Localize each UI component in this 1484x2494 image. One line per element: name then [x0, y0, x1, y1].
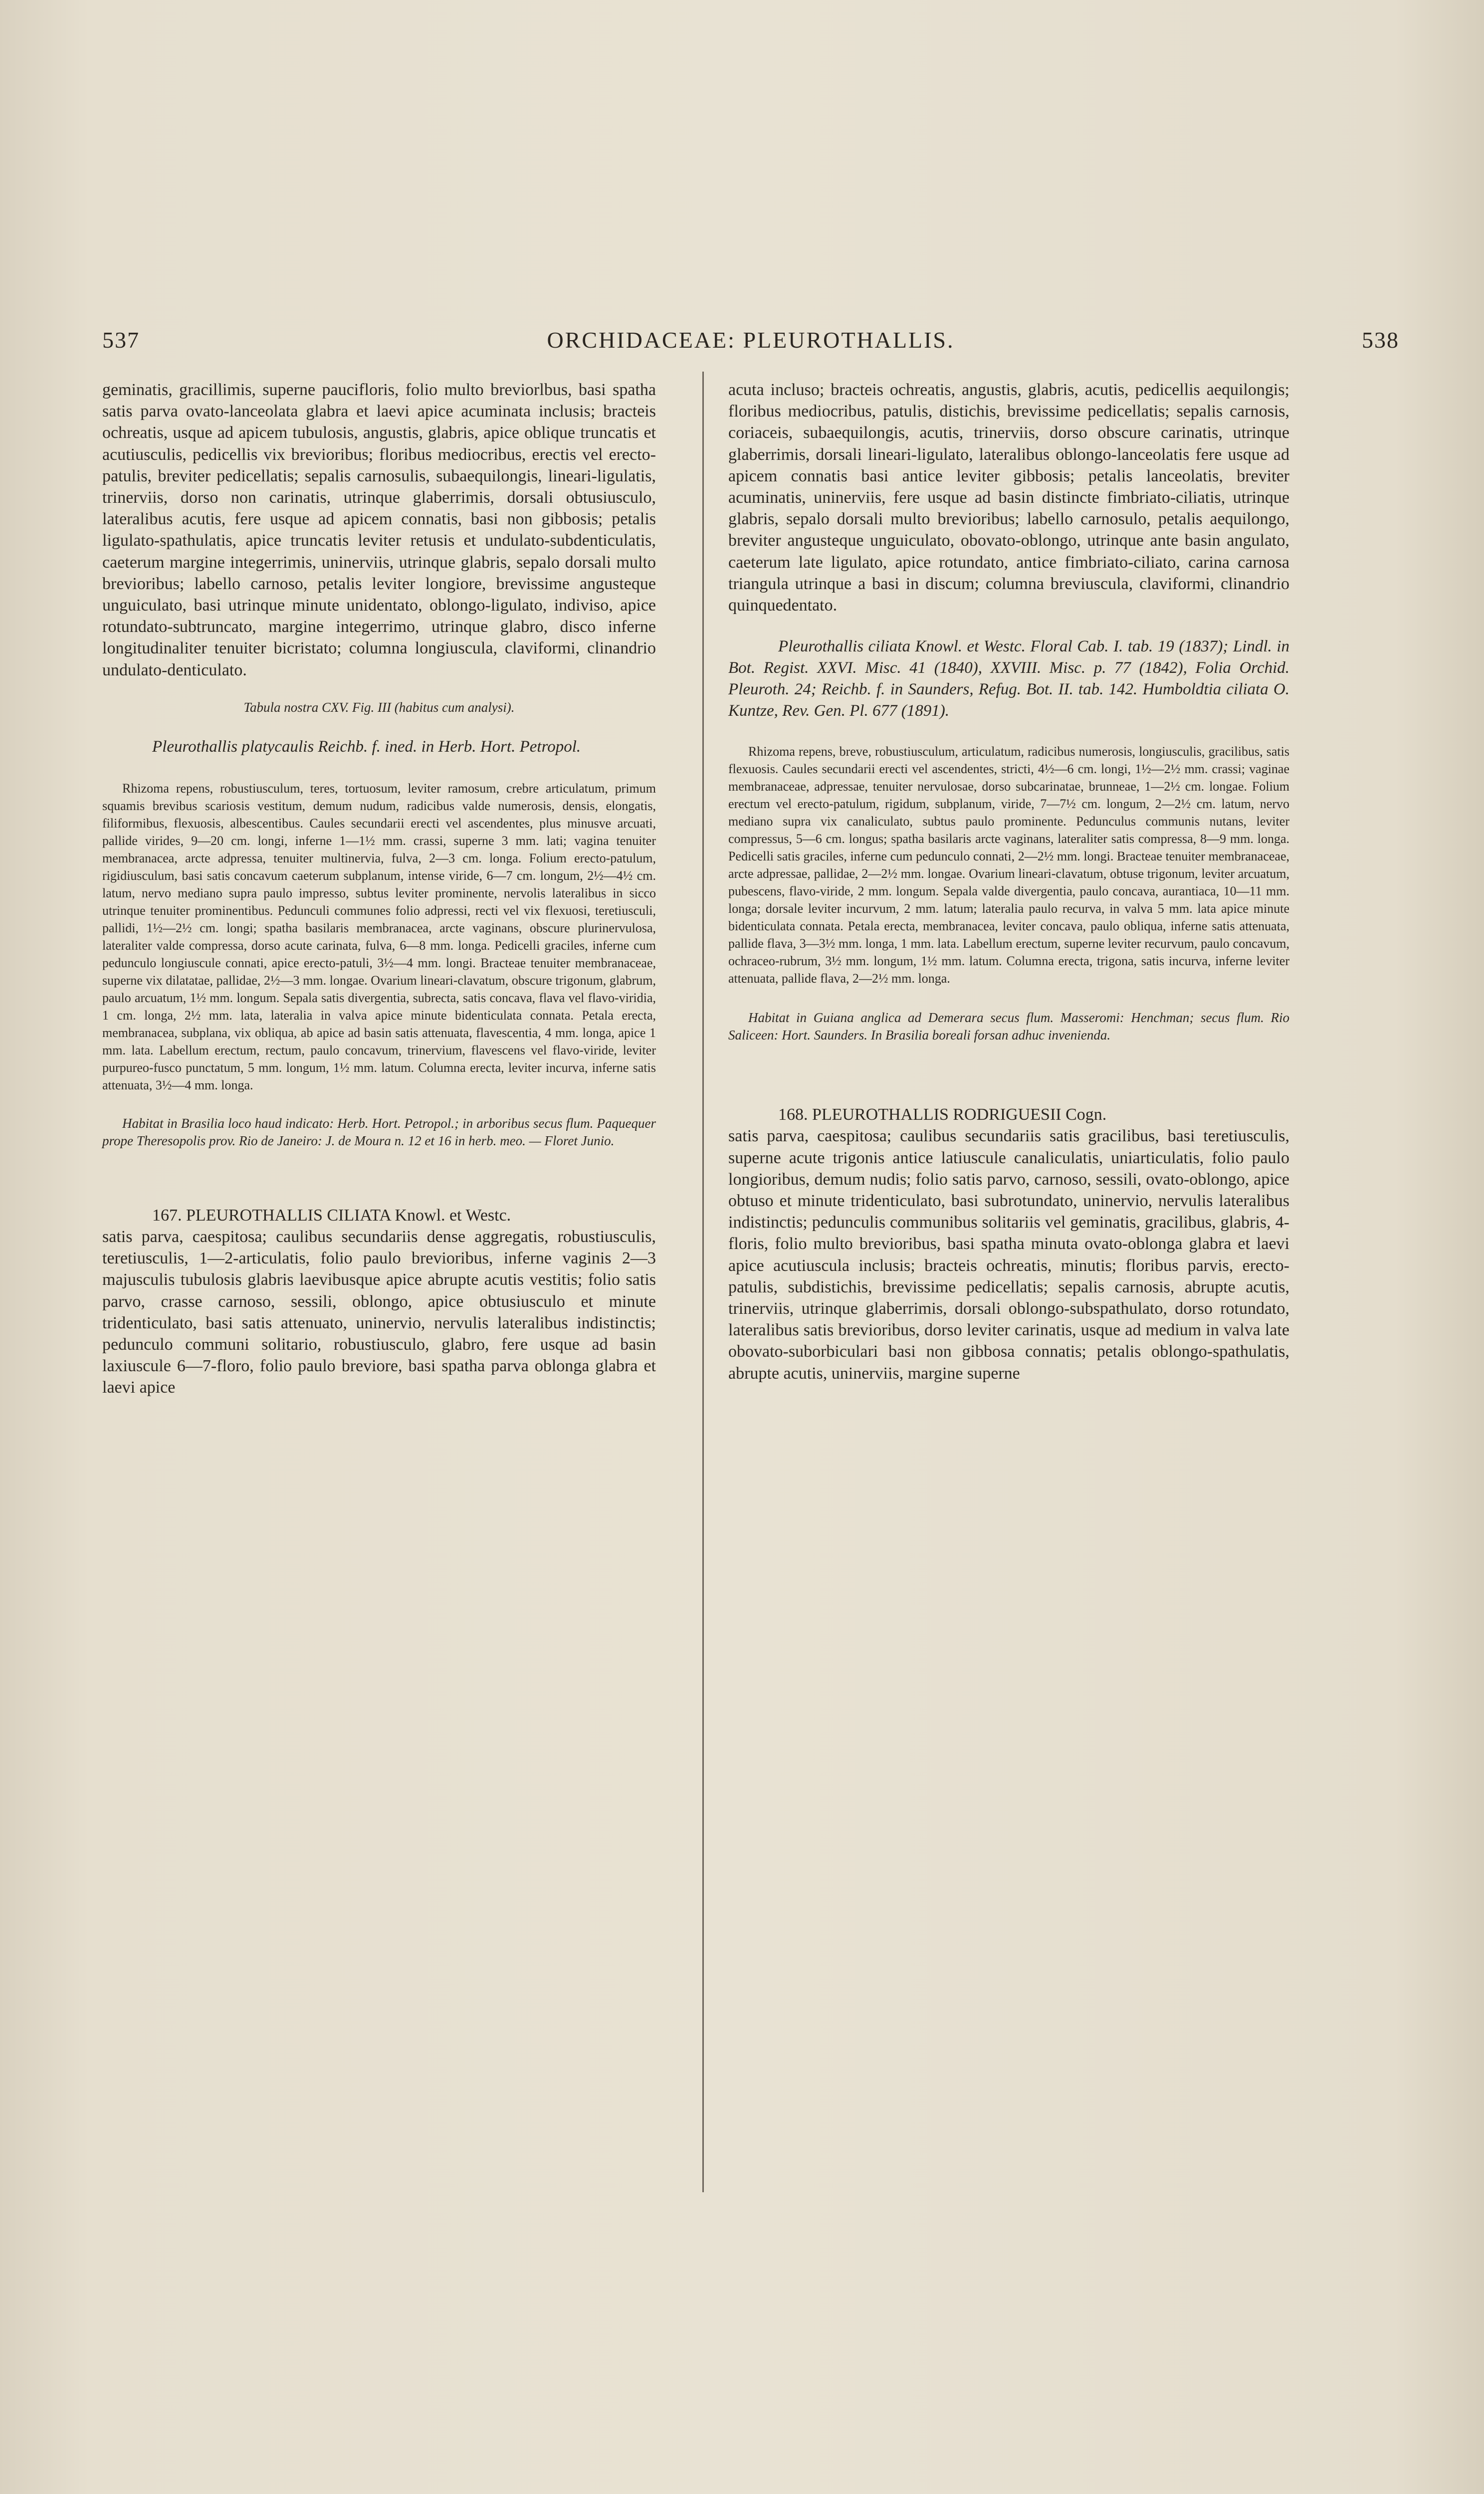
right-habitat: Habitat in Guiana anglica ad Demerara secus flum. Masseromi: Henchman; secus flum. Rio Saliceen: Hort. Saunders. In Brasilia boreali forsan adhuc invenienda. — [728, 1010, 1289, 1043]
page-number-right: 538 — [1362, 327, 1399, 353]
left-habitat: Habitat in Brasilia loco haud indicato: Herb. Hort. Petropol.; in arboribus secus flum. Paquequer prope Theresopolis prov. Rio de Janeiro: J. de Moura n. 12 et 16 in herb. meo. — Floret Junio. — [102, 1115, 656, 1148]
right-description-continued: acuta incluso; bracteis ochreatis, angustis, glabris, acutis, pedicellis aequilongis; floribus mediocribus, patulis, distichis, brevissime pedicellatis; sepalis carnosis, coriaceis, subaequilongis, acutis, trinerviis, dorso obscure carinatis, utrinque glaberrimis, dorsali lineari-ligulato, lateralibus oblongo-lanceolatis fere usque ad apicem connatis basi antice leviter gibbosis; petalis lanceolatis, breviter acuminatis, uninerviis, fere usque ad basin distincte fimbriato-ciliatis, utrinque glabris, sepalo dorsali multo brevioribus; labello carnosulo, petalis aequilongo, breviter angusteque unguiculato, obovato-oblongo, utrinque ante basin angulato, caeterum late ligulato, apice rotundato, antice fimbriato-ciliato, carina carnosa triangula utrinque a basi in discum; columna breviuscula, claviformi, clinandrio quinquedentato. — [728, 381, 1289, 615]
tabula-reference: Tabula nostra CXV. Fig. III (habitus cum analysi). — [243, 699, 515, 715]
species-167-description: satis parva, caespitosa; caulibus secundariis dense aggregatis, robustiusculis, teretiusculis, 1—2-articulatis, folio paulo brevioribus, inferne vaginis 2—3 majusculis tubulosis glabris laevibusque apice abrupte acutis vestitis; folio satis parvo, crasse carnoso, sessili, oblongo, apice obtusiusculo et minute tridenticulato, basi satis attenuato, uninervio, nervulis lateralibus indistinctis; pedunculo communi solitario, robustiusculo, glabro, fere usque ad basin laxiuscule 6—7-floro, folio paulo breviore, basi spatha parva oblonga glabra et laevi apice — [102, 1228, 656, 1397]
species-168-heading: 168. PLEUROTHALLIS RODRIGUESII Cogn. — [778, 1105, 1107, 1124]
species-167-heading: 167. PLEUROTHALLIS CILIATA Knowl. et Westc. — [152, 1206, 511, 1225]
left-detailed-description: Rhizoma repens, robustiusculum, teres, tortuosum, leviter ramosum, crebre articulatum, primum squamis brevibus scariosis vestitum, demum nudum, radicibus valde numerosis, densis, elongatis, filiformibus, flexuosis, albescentibus. Caules secundarii erecti vel ascendentes, plus minusve arcuati, pallide virides, 9—20 cm. longi, inferne 1—1½ mm. crassi, superne 3 mm. lati; vagina tenuiter membranacea, arcte adpressa, tenuiter multinervia, fulva, 2—3 cm. longa. Folium erecto-patulum, rigidiusculum, basi satis concavum caeterum subplanum, intense viride, 6—7 cm. longum, 2½—4½ cm. latum, nervo mediano supra paulo impresso, subtus leviter prominente, nervolis lateralibus in sicco utrinque tenuiter prominentibus. Pedunculi communes folio adpressi, recti vel vix flexuosi, teretiusculi, pallidi, 1½—2½ cm. longi; spatha basilaris membranacea, arcte vaginans, obscure plurinervulosa, lateraliter valde compressa, dorso acute carinata, fulva, 6—8 mm. longa. Pedicelli graciles, inferne cum pedunculo longiuscule connati, apice erecto-patuli, 3½—4 mm. longi. Bracteae tenuiter membranaceae, superne vix dilatatae, pallidae, 2½—3 mm. longae. Ovarium lineari-clavatum, obscure trigonum, glabrum, paulo arcuatum, 1½ mm. longum. Sepala satis divergentia, subrecta, satis concava, flava vel flavo-viridia, 1 cm. longa, 2½ mm. lata, lateralia in valva apice minute bidenticulata connata. Petala erecta, membranacea, subplana, vix obliqua, ab apice ad basin satis attenuata, flavescentia, 4 mm. longa, apice 1 mm. lata. Labellum erectum, rectum, paulo concavum, trinervium, flavescens vel flavo-viride, leviter purpureo-fusco punctatum, 5 mm. longum, 1½ mm. latum. Columna erecta, leviter incurva, inferne satis attenuata, 3½—4 mm. longa. — [102, 781, 656, 1092]
synonym-platycaulis: Pleurothallis platycaulis Reichb. f. ined. in Herb. Hort. Petropol. — [152, 737, 581, 756]
column-divider — [702, 372, 704, 2192]
page-header — [102, 327, 1399, 362]
running-title: ORCHIDACEAE: PLEUROTHALLIS. — [547, 327, 955, 353]
page-number-left: 537 — [102, 327, 140, 353]
right-detailed-description: Rhizoma repens, breve, robustiusculum, articulatum, radicibus numerosis, longiusculis, gracilibus, satis flexuosis. Caules secundarii erecti vel ascendentes, stricti, 4½—6 cm. longi, 1½—2½ mm. crassi; vaginae membranaceae, adpressae, tenuiter nervulosae, dorso subcarinatae, brunneae, 1—2½ cm. longae. Folium erectum vel erecto-patulum, rigidum, subplanum, viride, 7—7½ cm. longum, 2—2½ cm. latum, nervo mediano supra vix canaliculato, subtus paulo prominente. Pedunculus communis nutans, leviter compressus, 5—6 cm. longus; spatha basilaris arcte vaginans, lateraliter satis compressa, 8—9 mm. longa. Pedicelli satis graciles, inferne cum pedunculo connati, 2—2½ mm. longi. Bracteae tenuiter membranaceae, arcte adpressae, pallidae, 2—2½ mm. longae. Ovarium lineari-clavatum, obtuse trigonum, leviter arcuatum, pubescens, flavo-viride, 2 mm. longum. Sepala valde divergentia, paulo concava, aurantiaca, 10—11 mm. longa; dorsale leviter incurvum, 2 mm. latum; lateralia paulo recurva, in valva 5 mm. lata apice minute bidenticulata connata. Petala erecta, membranacea, leviter concava, paulo obliqua, inferne satis attenuata, pallide flava, 3—3½ mm. longa, 1 mm. lata. Labellum erectum, superne leviter recurvum, paulo concavum, ochraceo-rubrum, 3½ mm. longum, 1½ mm. latum. Columna erecta, trigona, satis incurva, inferne leviter attenuata, pallide flava, 2—2½ mm. longa. — [728, 744, 1289, 986]
species-168-description: satis parva, caespitosa; caulibus secundariis satis gracilibus, basi teretiusculis, superne acute trigonis antice latiuscule canaliculatis, uniarticulatis, folio paulo longioribus, demum nudis; folio satis parvo, carnoso, sessili, ovato-oblongo, apice obtuso et minute tridenticulato, basi subrotundato, uninervio, nervulis lateralibus indistinctis; pedunculis communibus solitariis vel geminatis, gracilibus, glabris, 4-floris, folio multo brevioribus, basi spatha minuta ovato-oblonga glabra et laevi apice acutiuscula inclusis; bracteis ochreatis, minutis; floribus parvis, erecto-patulis, subdistichis, brevissime pedicellatis; sepalis carnosis, abrupte acutis, trinerviis, utrinque glaberrimis, dorsali oblongo-subspathulato, dorso rotundato, lateralibus satis brevioribus, dorso leviter carinatis, usque ad medium in valva late obovato-suborbiculari basi non gibbosa connatis; petalis oblongo-spathulatis, abrupte acutis, uninerviis, margine superne — [728, 1127, 1289, 1383]
left-description-continued: geminatis, gracillimis, superne paucifloris, folio multo breviorlbus, basi spatha satis parva ovato-lanceolata glabra et laevi apice acuminata inclusis; bracteis ochreatis, usque ad apicem tubulosis, angustis, glabris, apice oblique truncatis et acutiusculis, pedicellis vix brevioribus; floribus mediocribus, erectis vel erecto-patulis, breviter pedicellatis; sepalis carnosulis, subaequilongis, lineari-ligulatis, trinerviis, dorso non carinatis, utrinque glaberrimis, dorsali obtusiusculo, lateralibus acutis, fere usque ad apicem connatis, basi non gibbosis; petalis ligulato-spathulatis, apice truncatis leviter retusis et undulato-subdenticulatis, caeterum margine integerrimis, uninerviis, utrinque glabris, sepalo dorsali multo brevioribus; labello carnoso, petalis leviter longiore, brevissime angusteque unguiculato, basi utrinque minute unidentato, oblongo-ligulato, indiviso, apice rotundato-subtruncato, margine integerrimo, utrinque glabro, disco inferne longitudinaliter tenuiter bicristato; columna longiuscula, claviformi, clinandrio undulato-denticulato. — [102, 381, 656, 679]
species-167-references: Pleurothallis ciliata Knowl. et Westc. Floral Cab. I. tab. 19 (1837); Lindl. in Bot. Regist. XXVI. Misc. 41 (1840), XXVIII. Misc. p. 77 (1842), Folia Orchid. Pleuroth. 24; Reichb. f. in Saunders, Refug. Bot. II. tab. 142. Humboldtia ciliata O. Kuntze, Rev. Gen. Pl. 677 (1891). — [728, 637, 1289, 720]
right-column — [728, 379, 1289, 1384]
left-column — [102, 379, 656, 1399]
